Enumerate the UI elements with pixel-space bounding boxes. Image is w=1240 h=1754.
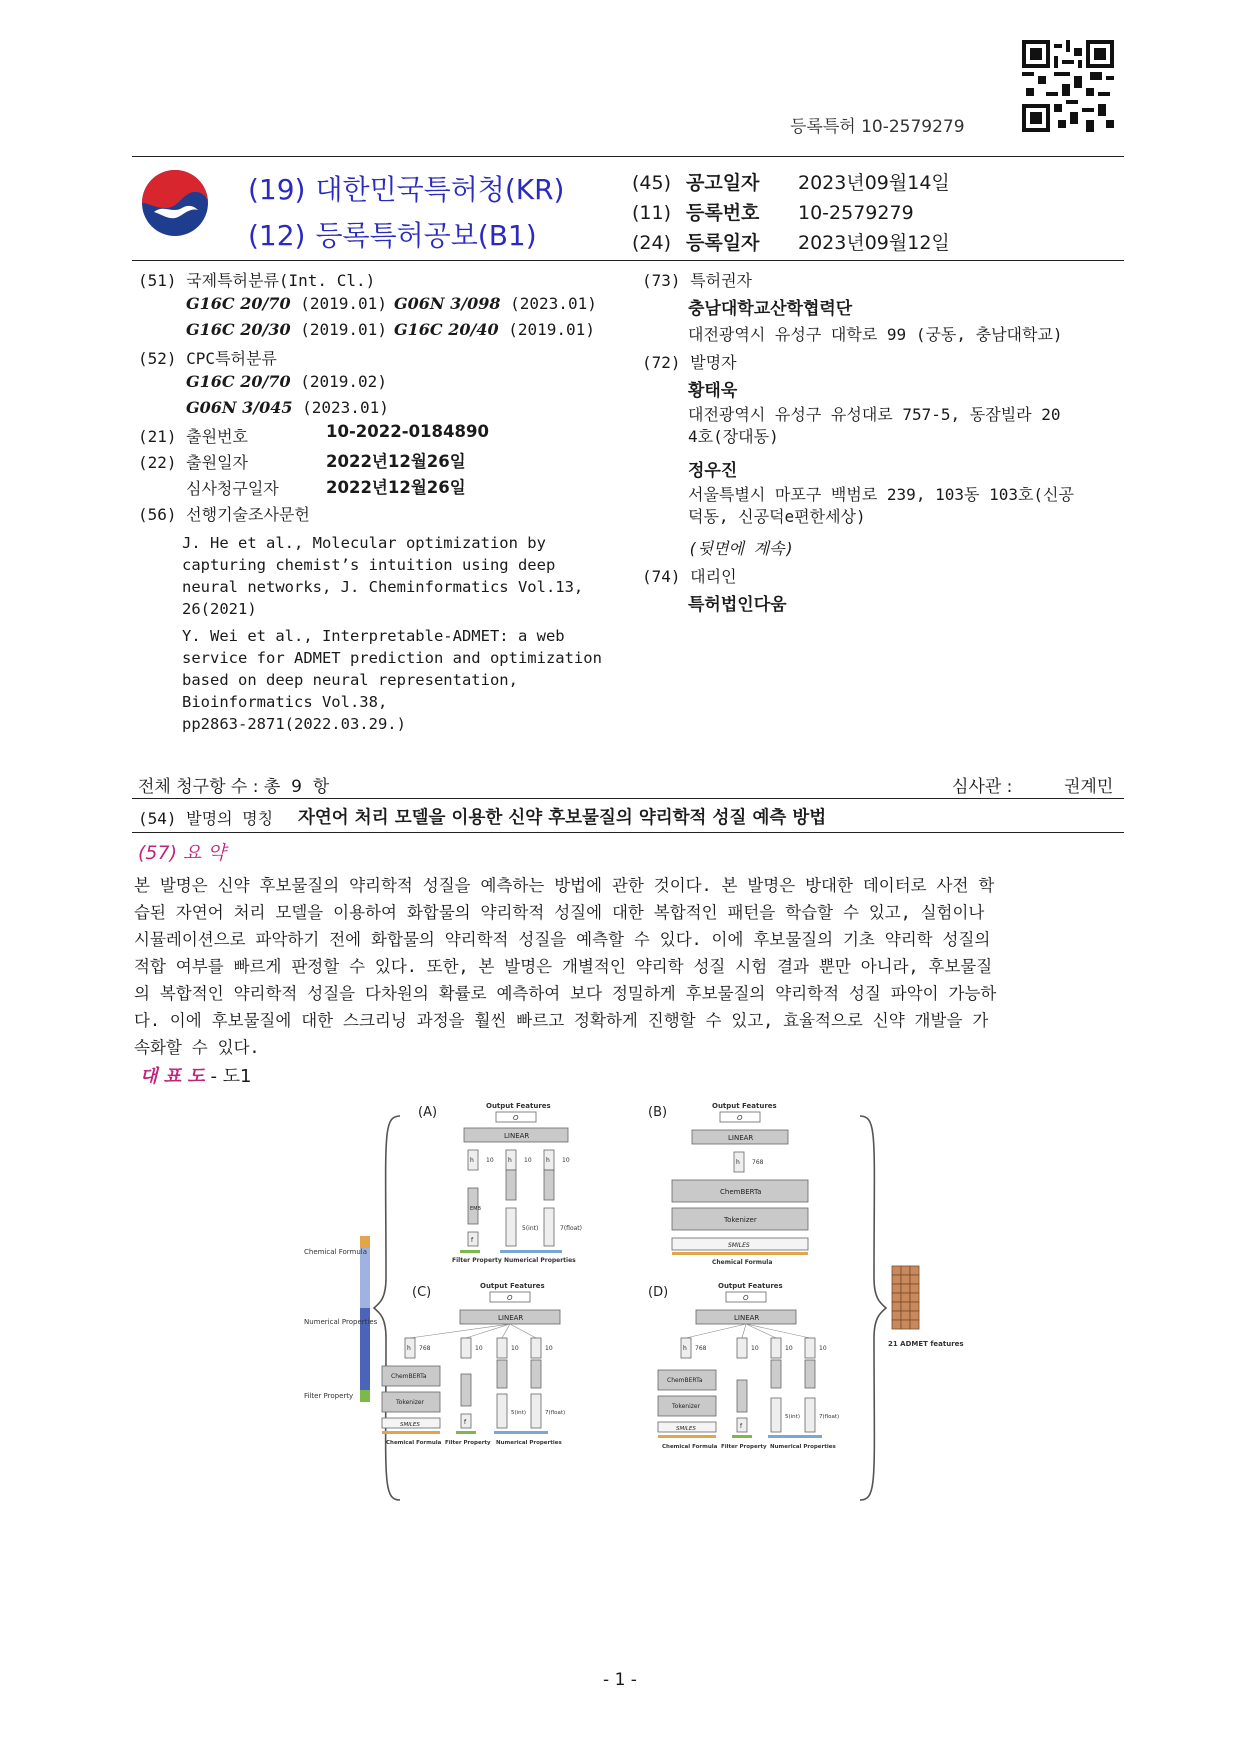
numeric-bar <box>768 1435 822 1438</box>
dim-label: 768 <box>752 1159 764 1166</box>
int-input <box>506 1208 516 1246</box>
dim-label: 10 <box>524 1157 532 1164</box>
chemical-formula-label: Chemical Formula <box>712 1259 773 1266</box>
hidden-node <box>737 1338 747 1358</box>
hidden-node <box>461 1338 471 1358</box>
office-heading: (19) 대한민국특허청(KR) <box>248 173 565 206</box>
filter-bar <box>456 1431 476 1434</box>
publication-date-row: (45) 공고일자 2023년09월14일 <box>632 172 950 194</box>
float-dim-label: 7(float) <box>545 1410 566 1416</box>
dim-label: 768 <box>695 1345 707 1352</box>
chemical-formula-label: Chemical Formula <box>662 1444 718 1450</box>
filter-bar <box>460 1250 480 1253</box>
emb-layer <box>737 1380 747 1412</box>
cpc-row: G06N 3/045 (2023.01) <box>186 398 389 417</box>
representative-drawing-label: 대 표 도 - 도1 <box>140 1066 252 1087</box>
hidden-symbol: h <box>546 1157 550 1164</box>
prior-art-reference-1: J. He et al., Molecular optimization by capturing chemist’s intuition using deep neural networks, J. Cheminformatics Vol.13, 26(2021) <box>182 534 584 618</box>
tokenizer-label: Tokenizer <box>724 1216 757 1224</box>
prior-art-heading: (56) 선행기술조사문헌 <box>138 505 310 524</box>
abstract-heading: (57) 요 약 <box>138 842 226 864</box>
filter-property-label: Filter Property <box>721 1444 767 1450</box>
int-dim-label: 5(int) <box>522 1225 539 1232</box>
title-bottom-rule <box>132 832 1124 833</box>
dim-label: 10 <box>785 1345 793 1352</box>
dim-label: 768 <box>419 1345 431 1352</box>
hidden-node <box>805 1338 815 1358</box>
side-label-numerical: Numerical Properties <box>304 1318 378 1326</box>
ipc-row: G16C 20/70 (2019.01) <box>186 294 387 313</box>
admet-grid <box>892 1266 919 1329</box>
examination-request-label: 심사청구일자 <box>186 479 279 498</box>
filter-property-label: Filter Property <box>445 1440 491 1446</box>
numeric-bar <box>494 1431 548 1434</box>
float-dim-label: 7(float) <box>819 1414 840 1420</box>
ipc-heading: (51) 국제특허분류(Int. Cl.) <box>138 271 376 290</box>
examiner-name: 권계민 <box>1064 777 1114 797</box>
side-label-filter: Filter Property <box>304 1392 354 1400</box>
dim-label: 10 <box>486 1157 494 1164</box>
linear-layer-small <box>497 1360 507 1388</box>
panel-a-label: (A) <box>418 1105 438 1120</box>
ipc-row: G06N 3/098 (2023.01) <box>394 294 597 313</box>
hidden-symbol: h <box>470 1157 474 1164</box>
int-dim-label: 5(int) <box>785 1414 800 1420</box>
dim-label: 10 <box>751 1345 759 1352</box>
smiles-label: SMILES <box>728 1242 750 1249</box>
page-number: - 1 - <box>603 1670 637 1690</box>
chemical-formula-label: Chemical Formula <box>386 1440 442 1446</box>
tokenizer-label: Tokenizer <box>672 1403 701 1410</box>
output-symbol: O <box>737 1114 743 1122</box>
numerical-properties-label: Numerical Properties <box>770 1444 836 1450</box>
dim-label: 10 <box>475 1345 483 1352</box>
application-number: 10-2022-0184890 <box>326 422 489 441</box>
linear-label: LINEAR <box>504 1132 530 1140</box>
side-label-chemical: Chemical Formula <box>304 1248 368 1256</box>
panel-b-label: (B) <box>648 1105 668 1120</box>
examiner-label: 심사관 : <box>952 777 1013 797</box>
filter-symbol: f <box>464 1419 467 1426</box>
dim-label: 10 <box>562 1157 570 1164</box>
admet-label: 21 ADMET features <box>888 1340 964 1348</box>
registration-number-row: (11) 등록번호 10-2579279 <box>632 202 914 224</box>
linear-layer-small <box>506 1170 516 1200</box>
linear-layer-small <box>544 1170 554 1200</box>
hidden-node <box>771 1338 781 1358</box>
int-dim-label: 5(int) <box>511 1410 526 1416</box>
smiles-label: SMILES <box>400 1422 420 1428</box>
output-symbol: O <box>513 1114 519 1122</box>
kipo-logo <box>140 168 210 238</box>
float-input <box>805 1398 815 1432</box>
output-features-label: Output Features <box>480 1282 545 1290</box>
ipc-row: G16C 20/30 (2019.01) <box>186 320 387 339</box>
inventor-name: 황태욱 <box>688 381 738 401</box>
application-number-label: (21) 출원번호 <box>138 427 248 446</box>
filter-property-label: Filter Property <box>452 1257 502 1264</box>
examination-request-date: 2022년12월26일 <box>326 478 466 497</box>
registration-number-top: 등록특허 10-2579279 <box>790 117 965 137</box>
numerical-properties-label: Numerical Properties <box>504 1257 576 1264</box>
inventor-name: 정우진 <box>688 461 738 481</box>
title-top-rule <box>132 798 1124 799</box>
numeric-bar <box>500 1250 562 1253</box>
smiles-label: SMILES <box>676 1426 696 1432</box>
output-symbol: O <box>507 1294 513 1302</box>
chemical-bar <box>658 1435 716 1438</box>
chemberta-label: ChemBERTa <box>391 1373 427 1380</box>
invention-title: 자연어 처리 모델을 이용한 신약 후보물질의 약리학적 성질 예측 방법 <box>298 808 827 828</box>
chemical-bar <box>382 1431 440 1434</box>
output-features-label: Output Features <box>712 1102 777 1110</box>
invention-title-label: (54) 발명의 명칭 <box>138 809 274 828</box>
chemical-bar <box>672 1252 808 1255</box>
emb-layer <box>461 1374 471 1406</box>
document-kind-heading: (12) 등록특허공보(B1) <box>248 219 537 252</box>
representative-figure <box>300 1098 980 1528</box>
hidden-node <box>531 1338 541 1358</box>
agent-name: 특허법인다움 <box>688 595 787 615</box>
linear-layer-small <box>805 1360 815 1388</box>
filter-symbol: f <box>740 1423 743 1430</box>
panel-d-label: (D) <box>648 1285 669 1300</box>
inventor-address: 대전광역시 유성구 유성대로 757-5, 동잠빌라 20 4호(장대동) <box>688 405 1061 446</box>
panel-c-label: (C) <box>412 1285 432 1300</box>
continued-note: (뒷면에 계속) <box>688 539 795 558</box>
linear-label: LINEAR <box>734 1314 760 1322</box>
cpc-row: G16C 20/70 (2019.02) <box>186 372 387 391</box>
hidden-node <box>497 1338 507 1358</box>
patentee-address: 대전광역시 유성구 대학로 99 (궁동, 충남대학교) <box>688 325 1063 344</box>
inventor-address: 서울특별시 마포구 백범로 239, 103동 103호(신공 덕동, 신공덕e편한세상) <box>688 485 1074 526</box>
linear-layer-small <box>531 1360 541 1388</box>
patentee-name: 충남대학교산학협력단 <box>688 299 853 319</box>
application-date-label: (22) 출원일자 <box>138 453 248 472</box>
agent-heading: (74) 대리인 <box>642 567 737 586</box>
registration-date-row: (24) 등록일자 2023년09월12일 <box>632 232 950 254</box>
qr-code <box>1022 40 1114 132</box>
hidden-symbol: h <box>508 1157 512 1164</box>
numerical-properties-label: Numerical Properties <box>496 1440 562 1446</box>
dim-label: 10 <box>511 1345 519 1352</box>
hidden-symbol: h <box>407 1345 411 1352</box>
patentee-heading: (73) 특허권자 <box>642 271 752 290</box>
tokenizer-label: Tokenizer <box>396 1399 425 1406</box>
output-symbol: O <box>743 1294 749 1302</box>
linear-layer-small <box>771 1360 781 1388</box>
dim-label: 10 <box>819 1345 827 1352</box>
output-features-label: Output Features <box>718 1282 783 1290</box>
filter-symbol: f <box>471 1237 474 1244</box>
prior-art-reference-2: Y. Wei et al., Interpretable-ADMET: a web service for ADMET prediction and optimization based on deep neural representation, Bioinformatics Vol.38, pp2863-2871(2022.03.29.) <box>182 627 602 733</box>
abstract-text: 본 발명은 신약 후보물질의 약리학적 성질을 예측하는 방법에 관한 것이다. 본 발명은 방대한 데이터로 사전 학 습된 자연어 처리 모델을 이용하여 화합물의 약리학적 성질에 대한 복합적인 패턴을 학습할 수 있고, 실험이나 시뮬레이션으로 파악하기 전에 화합물의 약리학적 성질을 예측할 수 있다. 이에 후보물질의 기초 약리학 성질의 적합 여부를 빠르게 판정할 수 있다. 또한, 본 발명은 개별적인 약리학 성질 시험 결과 뿐만 아니라, 후보물질 의 복합적인 약리학적 성질을 다차원의 확률로 예측하여 보다 정밀하게 후보물질의 약리학적 성질 파악이 가능하 다. 이에 후보물질에 대한 스크리닝 과정을 훨씬 빠르고 정확하게 진행할 수 있고, 효율적으로 신약 개발을 가 속화할 수 있다. <box>134 876 997 1057</box>
output-features-label: Output Features <box>486 1102 551 1110</box>
chemberta-label: ChemBERTa <box>720 1188 762 1196</box>
application-date: 2022년12월26일 <box>326 452 466 471</box>
filter-bar <box>732 1435 752 1438</box>
ipc-row: G16C 20/40 (2019.01) <box>394 320 595 339</box>
int-input <box>497 1394 507 1428</box>
chemberta-label: ChemBERTa <box>667 1377 703 1384</box>
emb-label: EMB <box>470 1206 481 1212</box>
float-input <box>531 1394 541 1428</box>
float-dim-label: 7(float) <box>560 1225 582 1232</box>
hidden-symbol: h <box>683 1345 687 1352</box>
biblio-rule <box>132 260 1124 261</box>
linear-label: LINEAR <box>498 1314 524 1322</box>
header-rule <box>132 156 1124 157</box>
hidden-symbol: h <box>736 1159 740 1166</box>
dim-label: 10 <box>545 1345 553 1352</box>
linear-label: LINEAR <box>728 1134 754 1142</box>
float-input <box>544 1208 554 1246</box>
cpc-heading: (52) CPC특허분류 <box>138 349 277 368</box>
total-claims: 전체 청구항 수 : 총 9 항 <box>138 777 330 797</box>
inventor-heading: (72) 발명자 <box>642 353 737 372</box>
int-input <box>771 1398 781 1432</box>
